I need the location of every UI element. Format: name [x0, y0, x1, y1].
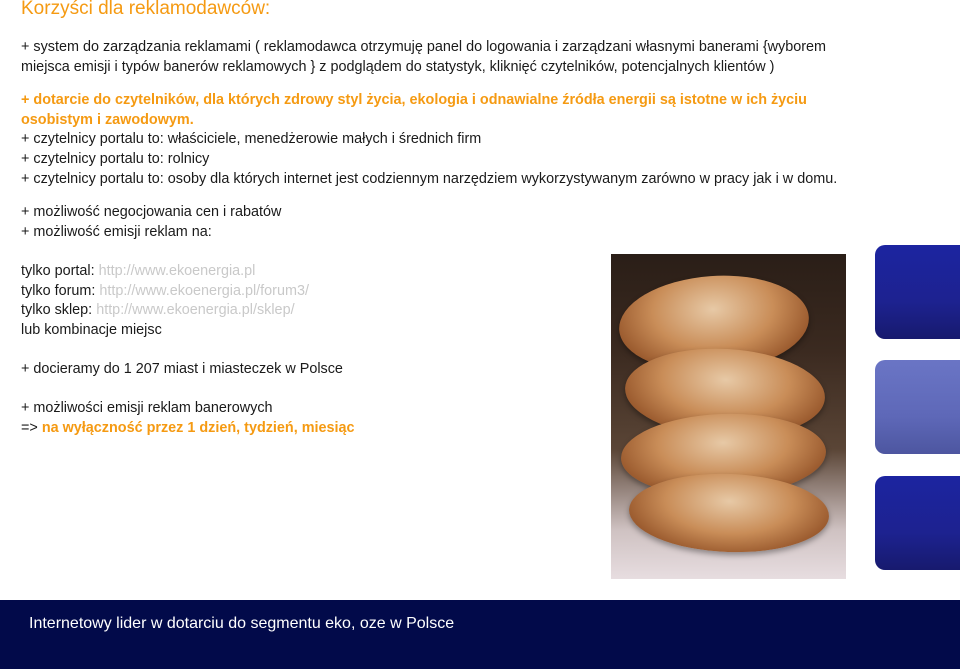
highlight-benefit: + dotarcie do czytelników, dla których zdrowy styl życia, ekologia i odnawialne źródła energii są istotne w ich życiu osobistym i zawodowym. [21, 92, 807, 128]
system-benefit: + system do zarządzania reklamami ( reklamodawca otrzymuję panel do logowania i zarządzani własnymi banerami {wyborem miejsca emisji i typów banerów reklamowych } z podglądem do statystyk, kliknięć czytelników, potencjalnych klientów ) [21, 39, 827, 75]
side-tab [875, 245, 960, 339]
side-tab [875, 476, 960, 570]
combination-text: lub kombinacje miejsc [21, 321, 162, 338]
emission-intro: + możliwość emisji reklam na: [21, 223, 212, 240]
readers-owners: + czytelnicy portalu to: właściciele, menedżerowie małych i średnich firm [21, 131, 482, 148]
forum-link[interactable]: http://www.ekoenergia.pl/forum3/ [99, 282, 309, 299]
footer-bar [0, 600, 960, 669]
shop-link[interactable]: http://www.ekoenergia.pl/sklep/ [96, 302, 295, 319]
side-tab [875, 360, 960, 454]
arrow-text: => [21, 419, 42, 436]
footer-slogan: Internetowy lider w dotarciu do segmentu eko, oze w Polsce [29, 615, 455, 632]
readers-internet-users: + czytelnicy portalu to: osoby dla których internet jest codziennym narzędziem wykorzystywanym zarówno w pracy jak i w domu. [21, 170, 838, 187]
page-title: Korzyści dla reklamodawców: [21, 0, 271, 19]
option-label: tylko forum: [21, 282, 100, 299]
bread-photo [611, 254, 846, 579]
banner-terms: na wyłączność przez 1 dzień, tydzień, miesiąc [41, 419, 355, 436]
option-label: tylko sklep: [21, 302, 97, 319]
negotiation-benefit: + możliwość negocjowania cen i rabatów [21, 204, 282, 221]
portal-link[interactable]: http://www.ekoenergia.pl [98, 262, 256, 279]
bread-loaf [628, 471, 831, 556]
banner-intro: + możliwości emisji reklam banerowych [21, 400, 273, 417]
readers-farmers: + czytelnicy portalu to: rolnicy [21, 150, 210, 167]
reach-benefit: + docieramy do 1 207 miast i miasteczek w Polsce [21, 360, 343, 377]
option-label: tylko portal: [21, 262, 99, 279]
